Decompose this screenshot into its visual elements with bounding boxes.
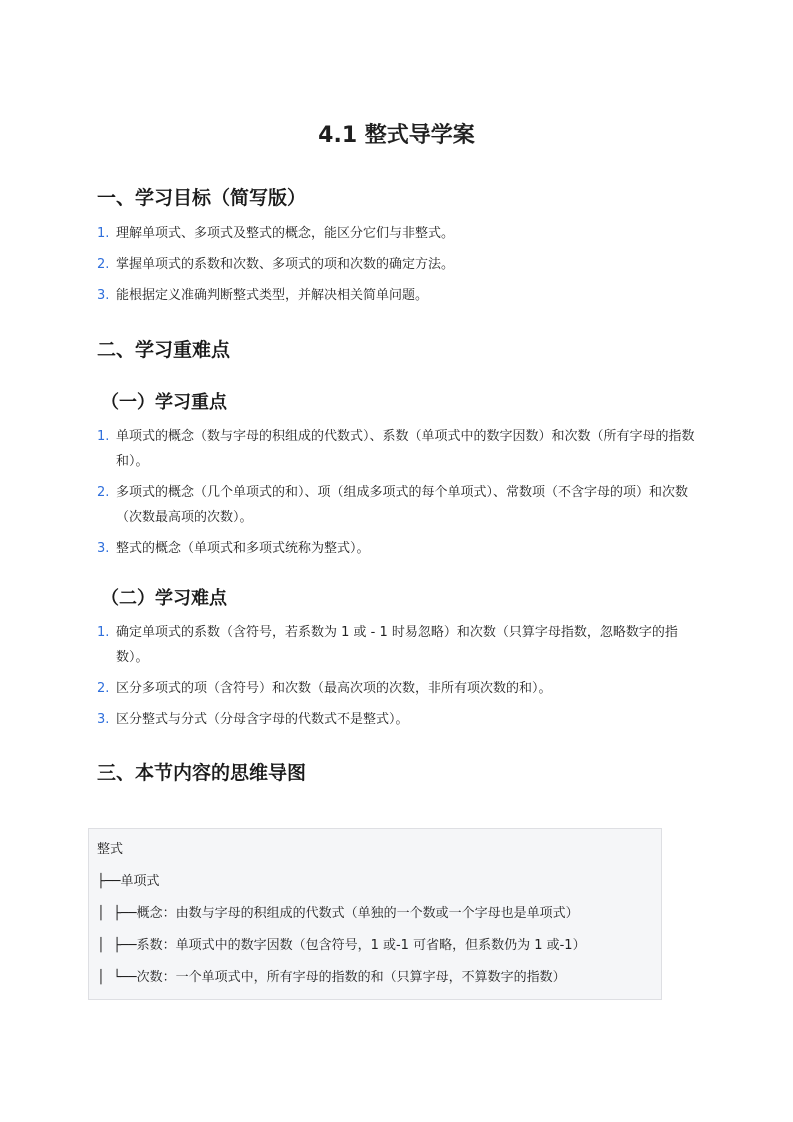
list-item <box>97 707 697 732</box>
subsection-heading-focus: （一）学习重点 <box>101 392 227 413</box>
focus-list <box>97 424 697 567</box>
mindmap-line: │ ├──概念：由数与字母的积组成的代数式（单独的一个数或一个字母也是单项式） <box>97 906 579 921</box>
list-item <box>97 252 697 277</box>
mindmap-line: 整式 <box>97 842 124 857</box>
list-text: 确定单项式的系数（含符号，若系数为 1 或 - 1 时易忽略）和次数（只算字母指数，忽略数字的指数）。 <box>116 625 678 665</box>
section-heading-goals: 一、学习目标（简写版） <box>97 187 307 209</box>
list-item <box>97 620 697 670</box>
list-text: 区分整式与分式（分母含字母的代数式不是整式）。 <box>116 712 409 727</box>
list-text: 区分多项式的项（含符号）和次数（最高次项的次数，非所有项次数的和）。 <box>116 681 552 696</box>
goals-list <box>97 221 697 314</box>
list-item <box>97 676 697 701</box>
list-text: 整式的概念（单项式和多项式统称为整式）。 <box>116 541 370 556</box>
mindmap-line: │ ├──系数：单项式中的数字因数（包含符号，1 或-1 可省略，但系数仍为 1 或-1） <box>97 938 586 953</box>
list-item <box>97 480 697 530</box>
list-text: 单项式的概念（数与字母的积组成的代数式）、系数（单项式中的数字因数）和次数（所有字母的指数和）。 <box>116 429 695 469</box>
list-item <box>97 283 697 308</box>
list-text: 多项式的概念（几个单项式的和）、项（组成多项式的每个单项式）、常数项（不含字母的项）和次数（次数最高项的次数）。 <box>116 485 689 525</box>
list-number: 1. <box>97 226 110 241</box>
difficulty-list <box>97 620 697 738</box>
list-number: 3. <box>97 288 110 303</box>
list-number: 3. <box>97 712 110 727</box>
section-heading-mindmap: 三、本节内容的思维导图 <box>97 762 307 784</box>
list-number: 1. <box>97 625 110 640</box>
mindmap-code-block <box>88 828 662 1000</box>
mindmap-line: │ └──次数：一个单项式中，所有字母的指数的和（只算字母，不算数字的指数） <box>97 970 566 985</box>
list-item <box>97 424 697 474</box>
subsection-heading-difficulty: （二）学习难点 <box>101 588 227 609</box>
list-text: 理解单项式、多项式及整式的概念，能区分它们与非整式。 <box>116 226 455 241</box>
list-number: 2. <box>97 257 110 272</box>
list-number: 2. <box>97 681 110 696</box>
list-item <box>97 221 697 246</box>
list-number: 1. <box>97 429 110 444</box>
list-item <box>97 536 697 561</box>
page-title: 4.1 整式导学案 <box>318 123 475 148</box>
list-text: 掌握单项式的系数和次数、多项式的项和次数的确定方法。 <box>116 257 455 272</box>
list-number: 3. <box>97 541 110 556</box>
mindmap-line: ├──单项式 <box>97 874 160 889</box>
list-number: 2. <box>97 485 110 500</box>
list-text: 能根据定义准确判断整式类型，并解决相关简单问题。 <box>116 288 429 303</box>
section-heading-key-points: 二、学习重难点 <box>97 339 231 361</box>
